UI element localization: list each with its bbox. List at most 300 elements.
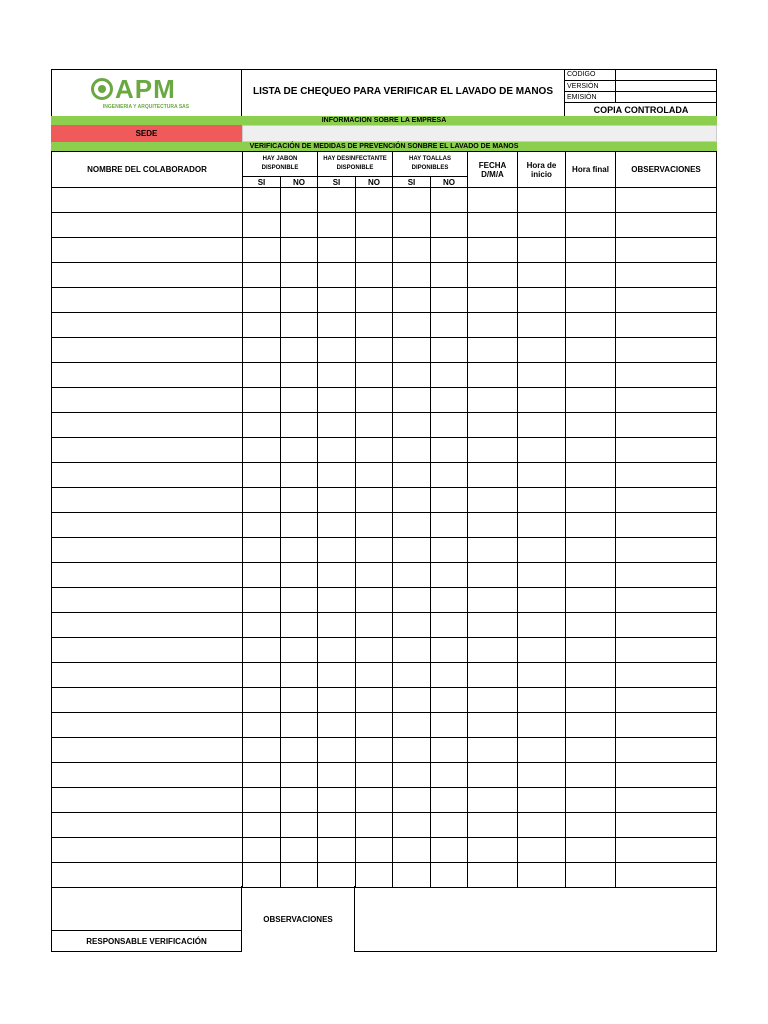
table-cell[interactable]	[51, 437, 243, 463]
table-cell[interactable]	[467, 737, 518, 763]
table-cell[interactable]	[467, 712, 518, 738]
table-cell[interactable]	[280, 437, 318, 463]
table-cell[interactable]	[280, 612, 318, 638]
table-cell[interactable]	[51, 187, 243, 213]
table-cell[interactable]	[517, 662, 566, 688]
table-cell[interactable]	[51, 462, 243, 488]
table-cell[interactable]	[467, 237, 518, 263]
table-cell[interactable]	[517, 587, 566, 613]
table-cell[interactable]	[430, 537, 468, 563]
table-cell[interactable]	[317, 712, 356, 738]
table-cell[interactable]	[430, 587, 468, 613]
table-cell[interactable]	[392, 687, 431, 713]
table-cell[interactable]	[51, 487, 243, 513]
table-cell[interactable]	[242, 712, 281, 738]
table-cell[interactable]	[430, 687, 468, 713]
table-cell[interactable]	[317, 737, 356, 763]
table-cell[interactable]	[355, 762, 393, 788]
table-cell[interactable]	[280, 737, 318, 763]
table-cell[interactable]	[242, 637, 281, 663]
table-cell[interactable]	[242, 287, 281, 313]
table-cell[interactable]	[467, 837, 518, 863]
table-cell[interactable]	[317, 512, 356, 538]
table-cell[interactable]	[517, 562, 566, 588]
table-cell[interactable]	[565, 812, 616, 838]
table-cell[interactable]	[355, 312, 393, 338]
table-cell[interactable]	[615, 187, 717, 213]
table-cell[interactable]	[280, 687, 318, 713]
codigo-value[interactable]	[615, 69, 717, 81]
table-cell[interactable]	[392, 362, 431, 388]
table-cell[interactable]	[355, 612, 393, 638]
table-cell[interactable]	[565, 687, 616, 713]
table-cell[interactable]	[355, 512, 393, 538]
table-cell[interactable]	[467, 687, 518, 713]
table-cell[interactable]	[242, 812, 281, 838]
table-cell[interactable]	[392, 412, 431, 438]
table-cell[interactable]	[280, 412, 318, 438]
table-cell[interactable]	[565, 787, 616, 813]
table-cell[interactable]	[51, 512, 243, 538]
table-cell[interactable]	[392, 287, 431, 313]
table-cell[interactable]	[517, 262, 566, 288]
table-cell[interactable]	[467, 537, 518, 563]
table-cell[interactable]	[51, 737, 243, 763]
table-cell[interactable]	[392, 812, 431, 838]
table-cell[interactable]	[430, 462, 468, 488]
table-cell[interactable]	[430, 612, 468, 638]
table-cell[interactable]	[430, 287, 468, 313]
table-cell[interactable]	[517, 837, 566, 863]
table-cell[interactable]	[51, 712, 243, 738]
table-cell[interactable]	[615, 612, 717, 638]
table-cell[interactable]	[355, 387, 393, 413]
table-cell[interactable]	[280, 362, 318, 388]
table-cell[interactable]	[430, 762, 468, 788]
table-cell[interactable]	[430, 662, 468, 688]
table-cell[interactable]	[615, 687, 717, 713]
table-cell[interactable]	[565, 712, 616, 738]
table-cell[interactable]	[615, 212, 717, 238]
table-cell[interactable]	[317, 562, 356, 588]
table-cell[interactable]	[565, 837, 616, 863]
table-cell[interactable]	[392, 387, 431, 413]
table-cell[interactable]	[392, 237, 431, 263]
table-cell[interactable]	[242, 337, 281, 363]
table-cell[interactable]	[355, 412, 393, 438]
table-cell[interactable]	[355, 337, 393, 363]
table-cell[interactable]	[615, 812, 717, 838]
table-cell[interactable]	[565, 437, 616, 463]
table-cell[interactable]	[467, 337, 518, 363]
table-cell[interactable]	[430, 862, 468, 888]
table-cell[interactable]	[280, 337, 318, 363]
table-cell[interactable]	[51, 362, 243, 388]
table-cell[interactable]	[280, 562, 318, 588]
table-cell[interactable]	[517, 762, 566, 788]
table-cell[interactable]	[615, 412, 717, 438]
table-cell[interactable]	[565, 262, 616, 288]
table-cell[interactable]	[51, 412, 243, 438]
table-cell[interactable]	[430, 737, 468, 763]
table-cell[interactable]	[615, 362, 717, 388]
table-cell[interactable]	[242, 412, 281, 438]
table-cell[interactable]	[280, 537, 318, 563]
table-cell[interactable]	[467, 512, 518, 538]
table-cell[interactable]	[430, 712, 468, 738]
table-cell[interactable]	[317, 237, 356, 263]
table-cell[interactable]	[242, 462, 281, 488]
table-cell[interactable]	[51, 762, 243, 788]
table-cell[interactable]	[355, 237, 393, 263]
table-cell[interactable]	[517, 612, 566, 638]
table-cell[interactable]	[430, 562, 468, 588]
table-cell[interactable]	[392, 637, 431, 663]
table-cell[interactable]	[565, 362, 616, 388]
table-cell[interactable]	[355, 662, 393, 688]
table-cell[interactable]	[430, 637, 468, 663]
table-cell[interactable]	[467, 812, 518, 838]
table-cell[interactable]	[565, 737, 616, 763]
table-cell[interactable]	[430, 412, 468, 438]
table-cell[interactable]	[355, 287, 393, 313]
table-cell[interactable]	[280, 587, 318, 613]
table-cell[interactable]	[565, 562, 616, 588]
table-cell[interactable]	[280, 787, 318, 813]
table-cell[interactable]	[392, 487, 431, 513]
table-cell[interactable]	[392, 212, 431, 238]
table-cell[interactable]	[392, 787, 431, 813]
table-cell[interactable]	[517, 687, 566, 713]
table-cell[interactable]	[280, 387, 318, 413]
table-cell[interactable]	[317, 412, 356, 438]
table-cell[interactable]	[317, 362, 356, 388]
table-cell[interactable]	[317, 787, 356, 813]
table-cell[interactable]	[355, 362, 393, 388]
table-cell[interactable]	[242, 837, 281, 863]
table-cell[interactable]	[242, 662, 281, 688]
table-cell[interactable]	[242, 362, 281, 388]
table-cell[interactable]	[242, 537, 281, 563]
table-cell[interactable]	[615, 437, 717, 463]
table-cell[interactable]	[51, 837, 243, 863]
table-cell[interactable]	[392, 587, 431, 613]
table-cell[interactable]	[615, 512, 717, 538]
table-cell[interactable]	[517, 387, 566, 413]
table-cell[interactable]	[355, 462, 393, 488]
table-cell[interactable]	[317, 762, 356, 788]
table-cell[interactable]	[615, 237, 717, 263]
table-cell[interactable]	[280, 637, 318, 663]
table-cell[interactable]	[565, 662, 616, 688]
table-cell[interactable]	[280, 862, 318, 888]
table-cell[interactable]	[517, 437, 566, 463]
table-cell[interactable]	[317, 387, 356, 413]
table-cell[interactable]	[242, 262, 281, 288]
table-cell[interactable]	[467, 762, 518, 788]
table-cell[interactable]	[392, 187, 431, 213]
table-cell[interactable]	[517, 187, 566, 213]
table-cell[interactable]	[355, 862, 393, 888]
table-cell[interactable]	[565, 637, 616, 663]
table-cell[interactable]	[392, 312, 431, 338]
table-cell[interactable]	[430, 487, 468, 513]
table-cell[interactable]	[242, 212, 281, 238]
table-cell[interactable]	[467, 587, 518, 613]
table-cell[interactable]	[467, 787, 518, 813]
table-cell[interactable]	[467, 637, 518, 663]
table-cell[interactable]	[242, 237, 281, 263]
table-cell[interactable]	[317, 287, 356, 313]
table-cell[interactable]	[430, 437, 468, 463]
table-cell[interactable]	[430, 237, 468, 263]
table-cell[interactable]	[317, 187, 356, 213]
table-cell[interactable]	[565, 587, 616, 613]
table-cell[interactable]	[517, 312, 566, 338]
table-cell[interactable]	[615, 637, 717, 663]
table-cell[interactable]	[565, 462, 616, 488]
table-cell[interactable]	[615, 462, 717, 488]
table-cell[interactable]	[565, 237, 616, 263]
table-cell[interactable]	[242, 737, 281, 763]
table-cell[interactable]	[51, 612, 243, 638]
table-cell[interactable]	[565, 612, 616, 638]
table-cell[interactable]	[565, 537, 616, 563]
table-cell[interactable]	[430, 337, 468, 363]
table-cell[interactable]	[392, 337, 431, 363]
table-cell[interactable]	[430, 187, 468, 213]
table-cell[interactable]	[467, 437, 518, 463]
table-cell[interactable]	[317, 587, 356, 613]
table-cell[interactable]	[565, 862, 616, 888]
table-cell[interactable]	[467, 662, 518, 688]
table-cell[interactable]	[615, 737, 717, 763]
table-cell[interactable]	[355, 812, 393, 838]
table-cell[interactable]	[51, 237, 243, 263]
table-cell[interactable]	[467, 362, 518, 388]
table-cell[interactable]	[392, 837, 431, 863]
table-cell[interactable]	[517, 812, 566, 838]
table-cell[interactable]	[565, 312, 616, 338]
table-cell[interactable]	[615, 837, 717, 863]
table-cell[interactable]	[355, 712, 393, 738]
table-cell[interactable]	[280, 312, 318, 338]
table-cell[interactable]	[615, 762, 717, 788]
table-cell[interactable]	[355, 262, 393, 288]
table-cell[interactable]	[517, 512, 566, 538]
table-cell[interactable]	[242, 562, 281, 588]
table-cell[interactable]	[280, 712, 318, 738]
table-cell[interactable]	[242, 487, 281, 513]
table-cell[interactable]	[430, 837, 468, 863]
table-cell[interactable]	[467, 862, 518, 888]
table-cell[interactable]	[242, 587, 281, 613]
table-cell[interactable]	[51, 537, 243, 563]
table-cell[interactable]	[51, 287, 243, 313]
table-cell[interactable]	[51, 212, 243, 238]
table-cell[interactable]	[467, 462, 518, 488]
table-cell[interactable]	[517, 737, 566, 763]
table-cell[interactable]	[317, 662, 356, 688]
table-cell[interactable]	[355, 437, 393, 463]
table-cell[interactable]	[317, 812, 356, 838]
table-cell[interactable]	[242, 312, 281, 338]
table-cell[interactable]	[242, 862, 281, 888]
table-cell[interactable]	[355, 212, 393, 238]
table-cell[interactable]	[280, 837, 318, 863]
table-cell[interactable]	[517, 212, 566, 238]
table-cell[interactable]	[392, 262, 431, 288]
table-cell[interactable]	[615, 487, 717, 513]
table-cell[interactable]	[355, 587, 393, 613]
table-cell[interactable]	[280, 212, 318, 238]
table-cell[interactable]	[317, 537, 356, 563]
table-cell[interactable]	[51, 662, 243, 688]
table-cell[interactable]	[565, 337, 616, 363]
version-value[interactable]	[615, 81, 717, 92]
table-cell[interactable]	[615, 587, 717, 613]
table-cell[interactable]	[517, 462, 566, 488]
table-cell[interactable]	[51, 812, 243, 838]
table-cell[interactable]	[517, 237, 566, 263]
table-cell[interactable]	[51, 587, 243, 613]
table-cell[interactable]	[317, 687, 356, 713]
table-cell[interactable]	[51, 862, 243, 888]
table-cell[interactable]	[51, 312, 243, 338]
table-cell[interactable]	[51, 262, 243, 288]
table-cell[interactable]	[392, 612, 431, 638]
table-cell[interactable]	[392, 512, 431, 538]
table-cell[interactable]	[355, 837, 393, 863]
table-cell[interactable]	[317, 637, 356, 663]
table-cell[interactable]	[467, 487, 518, 513]
table-cell[interactable]	[392, 712, 431, 738]
table-cell[interactable]	[355, 687, 393, 713]
table-cell[interactable]	[615, 287, 717, 313]
table-cell[interactable]	[51, 562, 243, 588]
table-cell[interactable]	[392, 662, 431, 688]
table-cell[interactable]	[615, 337, 717, 363]
table-cell[interactable]	[317, 437, 356, 463]
table-cell[interactable]	[51, 337, 243, 363]
table-cell[interactable]	[615, 537, 717, 563]
table-cell[interactable]	[242, 437, 281, 463]
table-cell[interactable]	[317, 612, 356, 638]
table-cell[interactable]	[242, 612, 281, 638]
table-cell[interactable]	[280, 662, 318, 688]
table-cell[interactable]	[517, 712, 566, 738]
table-cell[interactable]	[430, 787, 468, 813]
sede-field[interactable]	[242, 125, 717, 142]
table-cell[interactable]	[430, 212, 468, 238]
table-cell[interactable]	[51, 637, 243, 663]
table-cell[interactable]	[517, 287, 566, 313]
table-cell[interactable]	[355, 487, 393, 513]
table-cell[interactable]	[615, 662, 717, 688]
table-cell[interactable]	[355, 787, 393, 813]
table-cell[interactable]	[51, 787, 243, 813]
table-cell[interactable]	[280, 812, 318, 838]
table-cell[interactable]	[317, 462, 356, 488]
table-cell[interactable]	[242, 687, 281, 713]
table-cell[interactable]	[467, 262, 518, 288]
table-cell[interactable]	[51, 687, 243, 713]
table-cell[interactable]	[517, 412, 566, 438]
table-cell[interactable]	[615, 862, 717, 888]
table-cell[interactable]	[467, 212, 518, 238]
table-cell[interactable]	[517, 362, 566, 388]
table-cell[interactable]	[280, 187, 318, 213]
table-cell[interactable]	[430, 262, 468, 288]
table-cell[interactable]	[517, 537, 566, 563]
table-cell[interactable]	[355, 537, 393, 563]
table-cell[interactable]	[467, 412, 518, 438]
table-cell[interactable]	[430, 362, 468, 388]
table-cell[interactable]	[280, 462, 318, 488]
table-cell[interactable]	[615, 262, 717, 288]
table-cell[interactable]	[615, 562, 717, 588]
table-cell[interactable]	[355, 562, 393, 588]
table-cell[interactable]	[392, 737, 431, 763]
table-cell[interactable]	[392, 537, 431, 563]
table-cell[interactable]	[280, 487, 318, 513]
table-cell[interactable]	[517, 337, 566, 363]
table-cell[interactable]	[565, 287, 616, 313]
table-cell[interactable]	[242, 762, 281, 788]
table-cell[interactable]	[430, 387, 468, 413]
table-cell[interactable]	[517, 487, 566, 513]
table-cell[interactable]	[317, 312, 356, 338]
table-cell[interactable]	[565, 762, 616, 788]
footer-observaciones-field[interactable]	[355, 886, 717, 952]
table-cell[interactable]	[317, 337, 356, 363]
table-cell[interactable]	[430, 512, 468, 538]
table-cell[interactable]	[565, 487, 616, 513]
table-cell[interactable]	[317, 262, 356, 288]
table-cell[interactable]	[392, 862, 431, 888]
table-cell[interactable]	[317, 487, 356, 513]
table-cell[interactable]	[242, 387, 281, 413]
table-cell[interactable]	[517, 862, 566, 888]
table-cell[interactable]	[355, 637, 393, 663]
emision-value[interactable]	[615, 92, 717, 103]
table-cell[interactable]	[615, 312, 717, 338]
table-cell[interactable]	[430, 812, 468, 838]
table-cell[interactable]	[392, 762, 431, 788]
table-cell[interactable]	[615, 712, 717, 738]
table-cell[interactable]	[317, 212, 356, 238]
table-cell[interactable]	[317, 862, 356, 888]
table-cell[interactable]	[392, 562, 431, 588]
table-cell[interactable]	[517, 637, 566, 663]
table-cell[interactable]	[565, 512, 616, 538]
table-cell[interactable]	[565, 187, 616, 213]
table-cell[interactable]	[467, 187, 518, 213]
table-cell[interactable]	[467, 287, 518, 313]
table-cell[interactable]	[467, 312, 518, 338]
table-cell[interactable]	[242, 187, 281, 213]
table-cell[interactable]	[280, 237, 318, 263]
table-cell[interactable]	[615, 387, 717, 413]
table-cell[interactable]	[280, 262, 318, 288]
table-cell[interactable]	[392, 437, 431, 463]
table-cell[interactable]	[565, 212, 616, 238]
table-cell[interactable]	[355, 187, 393, 213]
table-cell[interactable]	[615, 787, 717, 813]
table-cell[interactable]	[242, 512, 281, 538]
table-cell[interactable]	[517, 787, 566, 813]
table-cell[interactable]	[430, 312, 468, 338]
